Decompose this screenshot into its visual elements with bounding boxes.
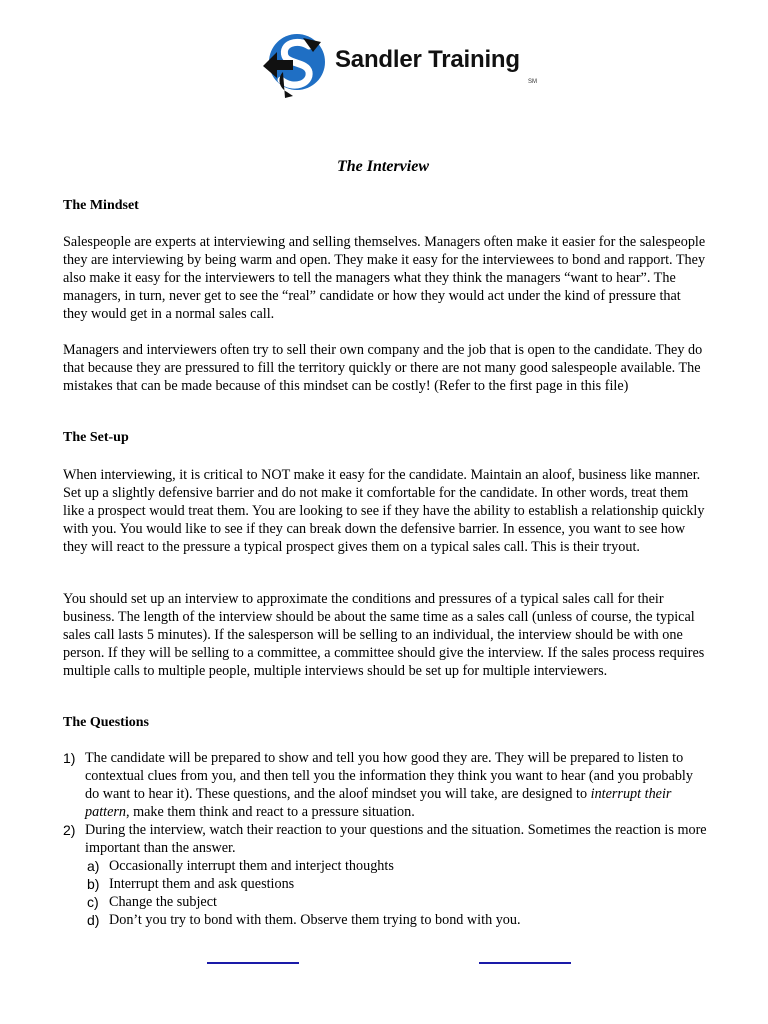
section-heading-setup: The Set-up [63, 430, 129, 445]
list-number: 1) [63, 750, 76, 766]
sandler-s-logo-icon [263, 32, 333, 98]
sub-list-letter: b) [87, 876, 100, 892]
section-heading-mindset: The Mindset [63, 198, 139, 213]
sub-list-item [63, 875, 707, 893]
sub-list-item-text: Change the subject [109, 894, 217, 910]
list-item-text-end: , make them think and react to a pressure situation. [125, 804, 415, 820]
footer-line-left [207, 962, 299, 964]
sub-list-letter: d) [87, 912, 100, 928]
sub-list-item [63, 857, 707, 875]
page-title: The Interview [337, 158, 429, 175]
brand-name: Sandler Training [335, 46, 520, 73]
section-heading-questions: The Questions [63, 715, 149, 730]
list-item-text: During the interview, watch their reaction to your questions and the situation. Sometimes the reaction is more important than the answer. [85, 822, 707, 856]
list-item-text: The candidate will be prepared to show and tell you how good they are. They will be prepared to listen to contextual clues from you, and then tell you the information they think you want to hear (and you probably do want to hear it). These questions, and the aloof mindset you will take, are designed to [85, 750, 693, 802]
sandler-logo [263, 32, 543, 98]
sub-list-letter: c) [87, 894, 99, 910]
list-item [63, 749, 707, 821]
sub-list-letter: a) [87, 858, 100, 874]
sub-list-item [63, 893, 707, 911]
sub-list-item-text: Interrupt them and ask questions [109, 876, 295, 892]
service-mark: SM [528, 79, 537, 85]
paragraph-setup-1: When interviewing, it is critical to NOT make it easy for the candidate. Maintain an aloof, business like manner. Set up a slightly defensive barrier and do not make it comfortable for the candidate. In other words, treat them like a prospect would treat them. You are looking to see if they have the ability to establish a relationship quickly with you. You would like to see if they can break down the defensive barrier. In essence, you want to see how they will react to the pressure a typical prospect gives them on a typical sales call. This is their tryout. [63, 467, 705, 555]
sub-list-item [63, 911, 707, 929]
paragraph-setup-2: You should set up an interview to approximate the conditions and pressures of a typical sales call for their business. The length of the interview should be about the same time as a sales call (unless of course, the typical sales call lasts 5 minutes). If the salesperson will be selling to an individual, the interview should be with one person. If they will be selling to a committee, a committee should give the interview. If the sales process requires multiple calls to multiple people, multiple interviews should be set up for multiple interviewers. [63, 591, 705, 679]
paragraph-mindset-2: Managers and interviewers often try to sell their own company and the job that is open to the candidate. They do that because they are pressured to fill the territory quickly or there are not many good salespeople available. The mistakes that can be made because of this mindset can be costly! (Refer to the first page in this file) [63, 342, 703, 394]
list-number: 2) [63, 822, 76, 838]
paragraph-mindset-1: Salespeople are experts at interviewing and selling themselves. Managers often make it easier for the salespeople they are interviewing by being warm and open. They make it easy for the interviewees to bond and rapport. They also make it easy for the interviewers to tell the managers what they think the managers “want to hear”. The managers, in turn, never get to see the “real” candidate or how they would act under the kind of pressure that they would get in a normal sales call. [63, 234, 706, 322]
sub-list-item-text: Occasionally interrupt them and interject thoughts [109, 858, 394, 874]
list-item-emphasis: interrupt their pattern [85, 786, 672, 820]
list-item [63, 821, 707, 857]
footer-line-right [479, 962, 571, 964]
sub-list-item-text: Don’t you try to bond with them. Observe them trying to bond with you. [109, 912, 521, 928]
questions-list [63, 749, 707, 929]
